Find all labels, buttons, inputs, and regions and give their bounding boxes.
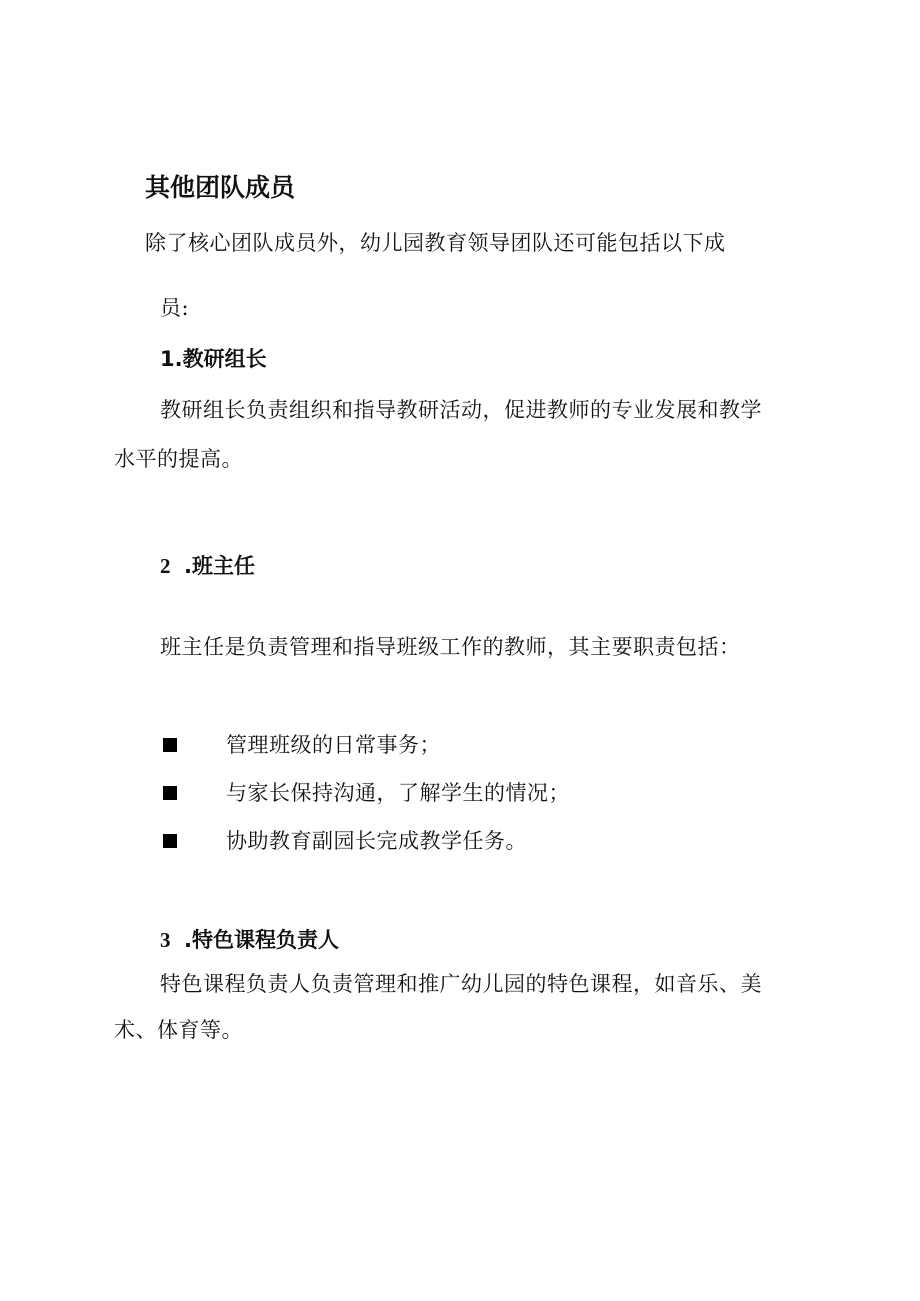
intro-paragraph-line1: 除了核心团队成员外，幼儿园教育领导团队还可能包括以下成	[145, 231, 726, 255]
intro-paragraph-line2: 员:	[160, 296, 190, 320]
item1-heading: 1.教研组长	[160, 347, 267, 371]
item3-number: 3	[160, 928, 171, 952]
item2-number: 2	[160, 554, 171, 578]
bullet-square-icon	[163, 786, 177, 800]
bullet-item-text: 协助教育副园长完成教学任务。	[226, 829, 527, 853]
bullet-square-icon	[163, 738, 177, 752]
item3-desc-line2: 术、体育等。	[114, 1018, 243, 1042]
item3-desc-line1: 特色课程负责人负责管理和推广幼儿园的特色课程，如音乐、美	[160, 972, 762, 996]
item1-desc-line1: 教研组长负责组织和指导教研活动，促进教师的专业发展和教学	[160, 398, 762, 422]
item2-desc: 班主任是负责管理和指导班级工作的教师，其主要职责包括：	[160, 635, 741, 659]
item2-heading: .班主任	[184, 554, 255, 578]
item3-heading: .特色课程负责人	[184, 928, 339, 952]
bullet-square-icon	[163, 834, 177, 848]
bullet-item-text: 与家长保持沟通，了解学生的情况；	[226, 781, 570, 805]
section-title: 其他团队成员	[145, 173, 296, 202]
item1-desc-line2: 水平的提高。	[114, 447, 243, 471]
bullet-item-text: 管理班级的日常事务；	[226, 733, 441, 757]
